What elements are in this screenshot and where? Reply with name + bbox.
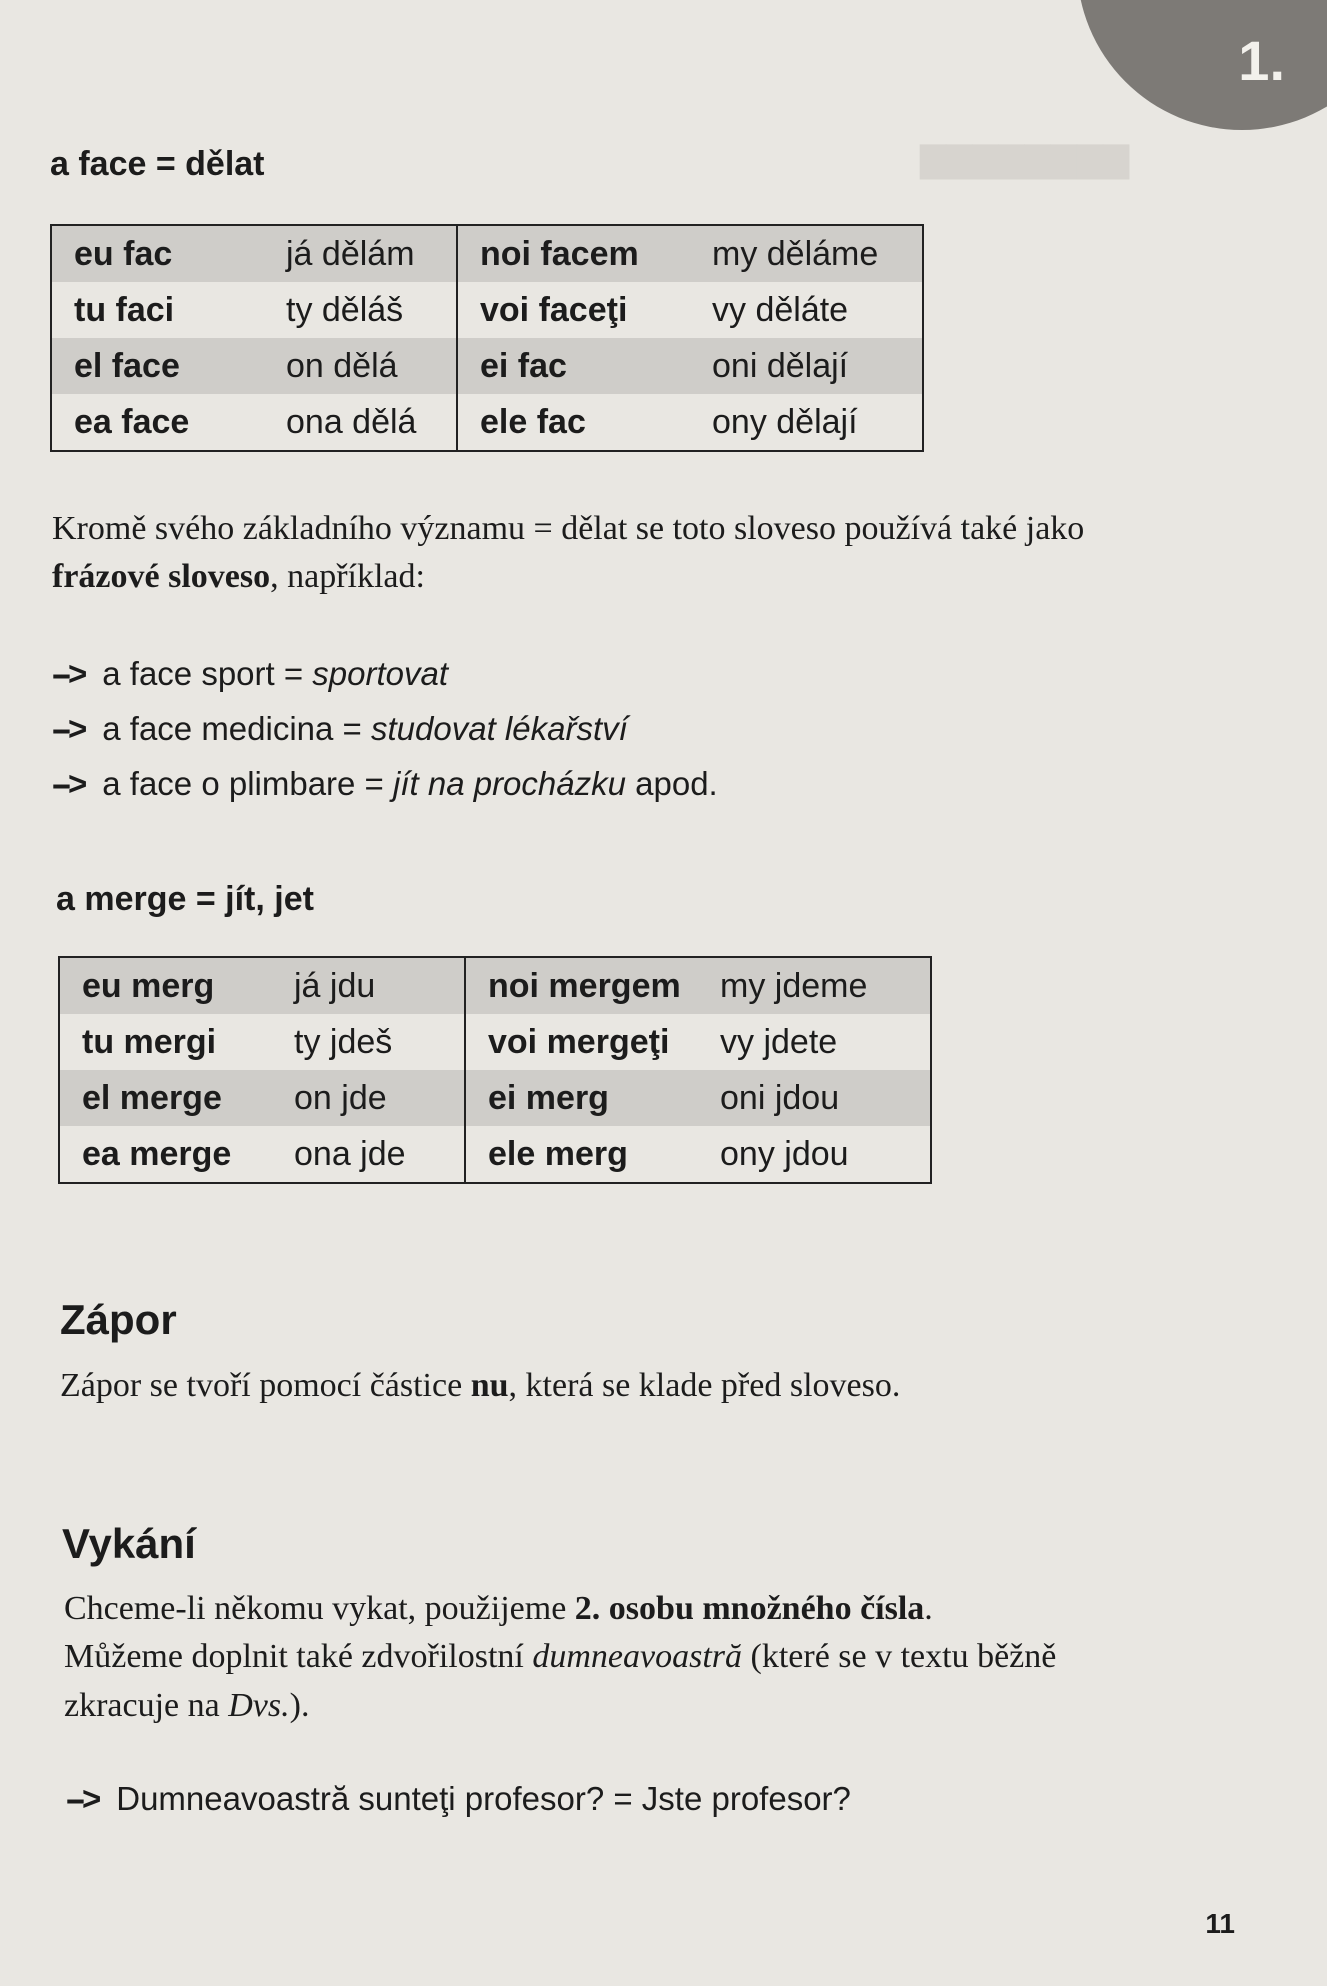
arrow-icon: --> [52, 765, 85, 802]
translation-cell: ony dělají [712, 402, 858, 441]
translation-cell: on dělá [264, 338, 457, 394]
section-title-vykani: Vykání [62, 1520, 196, 1567]
translation-cell: ona jde [272, 1126, 465, 1183]
pronoun-cell: eu merg [59, 957, 272, 1014]
arrow-icon: --> [52, 655, 85, 692]
translation-cell: oni dělají [690, 338, 923, 394]
example-item [52, 765, 718, 803]
vykani-example [66, 1780, 851, 1818]
table-row [59, 1070, 931, 1126]
pronoun-cell: noi mergem [465, 957, 698, 1014]
translation-cell: on jde [272, 1070, 465, 1126]
intro-line: Kromě svého základního významu = dělat se toto sloveso používá také jako [52, 510, 1085, 547]
arrow-icon: --> [66, 1780, 99, 1817]
pronoun-cell: eu fac [51, 225, 264, 282]
translation-cell: my jdeme [698, 957, 931, 1014]
pronoun-cell: ea face [74, 402, 190, 441]
pronoun-cell: tu mergi [82, 1022, 217, 1061]
pronoun-cell: noi facem [457, 225, 690, 282]
table-row [51, 338, 923, 394]
table-row [59, 1126, 931, 1183]
example-meaning: jít na procházku [393, 765, 626, 802]
conjugation-table-merge [58, 956, 932, 1184]
zapor-bold-term: nu [470, 1367, 509, 1404]
example-sentence: Dumneavoastră sunteţi profesor? = Jste profesor? [116, 1780, 851, 1817]
translation-cell: já dělám [264, 225, 457, 282]
vykani-line: zkracuje na [64, 1686, 229, 1724]
example-meaning: sportovat [312, 655, 449, 692]
pronoun-cell: tu faci [74, 290, 175, 329]
vykani-line: Chceme-li někomu vykat, použijeme [64, 1590, 575, 1627]
vykani-line: Můžeme doplnit také zdvořilostní [64, 1638, 533, 1676]
arrow-icon: --> [52, 710, 85, 747]
example-meaning: studovat lékařství [371, 710, 628, 747]
example-tail: apod. [625, 765, 718, 802]
pronoun-cell: ele merg [488, 1134, 628, 1173]
intro-paragraph [52, 505, 1252, 602]
vykani-line-end: ). [289, 1686, 310, 1724]
table-row [51, 394, 923, 451]
example-phrase: a face sport = [102, 655, 313, 692]
translation-cell: vy jdete [720, 1022, 838, 1061]
zapor-paragraph [60, 1362, 1260, 1410]
pronoun-cell: el merge [59, 1070, 272, 1126]
vykani-paragraph [64, 1585, 1264, 1730]
conjugation-table-face [50, 224, 924, 452]
table-row [59, 957, 931, 1014]
translation-cell: já jdu [272, 957, 465, 1014]
vykani-italic-term: Dvs. [228, 1686, 290, 1724]
pronoun-cell: ei fac [457, 338, 690, 394]
table-row [51, 225, 923, 282]
vykani-line-end: (které se v textu běžně [742, 1638, 1057, 1676]
intro-rest: , například: [270, 558, 425, 596]
example-item [52, 710, 628, 748]
translation-cell: ona dělá [264, 394, 457, 451]
example-phrase: a face medicina = [102, 710, 371, 747]
pronoun-cell: ei merg [465, 1070, 698, 1126]
verb-heading-face: a face = dělat [50, 145, 265, 183]
translation-cell: my děláme [690, 225, 923, 282]
section-title-zapor: Zápor [60, 1296, 177, 1343]
pronoun-cell: ele fac [480, 402, 586, 441]
pronoun-cell: ea merge [82, 1134, 232, 1173]
pronoun-cell: voi faceţi [480, 290, 628, 329]
chapter-number: 1. [1238, 29, 1285, 92]
translation-cell: ony jdou [720, 1134, 849, 1173]
vykani-italic-term: dumneavoastră [532, 1638, 743, 1676]
zapor-text-end: , která se klade před sloveso. [508, 1367, 901, 1404]
translation-cell: vy děláte [712, 290, 849, 329]
show-through-text: ▇▇▇▇▇▇▇▇ [920, 141, 1130, 179]
table-row [59, 1014, 931, 1070]
translation-cell: ty jdeš [272, 1014, 465, 1070]
vykani-line-end: . [924, 1590, 933, 1627]
page-number: 11 [1205, 1908, 1235, 1939]
example-item [52, 655, 448, 693]
table-row [51, 282, 923, 338]
chapter-tab [1077, 0, 1327, 130]
zapor-text: Zápor se tvoří pomocí částice [60, 1367, 471, 1404]
translation-cell: ty děláš [264, 282, 457, 338]
intro-bold-term: frázové sloveso [52, 558, 271, 596]
vykani-bold-term: 2. osobu množného čísla [574, 1590, 925, 1627]
example-phrase: a face o plimbare = [102, 765, 393, 802]
translation-cell: oni jdou [698, 1070, 931, 1126]
pronoun-cell: el face [51, 338, 264, 394]
verb-heading-merge: a merge = jít, jet [56, 880, 314, 918]
pronoun-cell: voi mergeţi [488, 1022, 670, 1061]
